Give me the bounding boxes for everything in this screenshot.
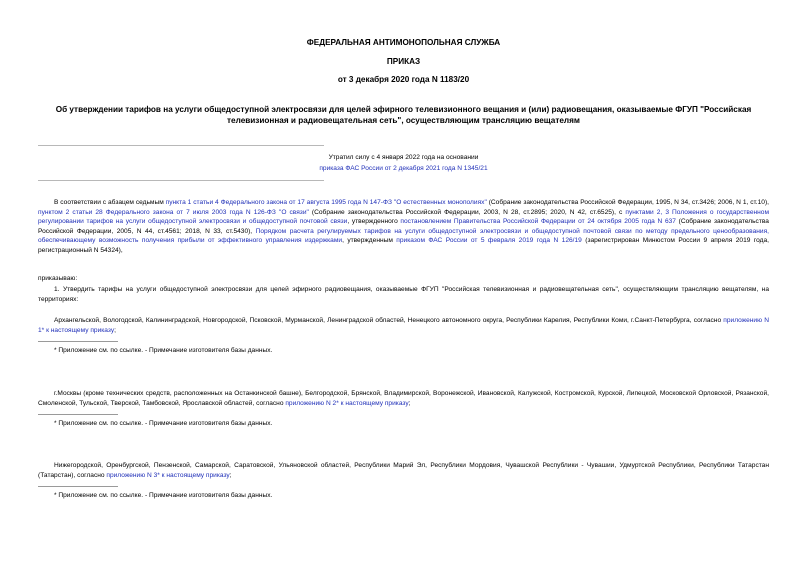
region-1-paragraph bbox=[38, 316, 769, 335]
law-147-link[interactable]: пункта 1 статьи 4 Федерального закона от 17 августа 1995 года N 147-ФЗ "О естественных монополиях" bbox=[165, 199, 487, 206]
region-3-paragraph bbox=[38, 461, 769, 480]
region-2-paragraph bbox=[38, 389, 769, 408]
item-1-paragraph: 1. Утвердить тарифы на услуги общедоступной электросвязи для целей эфирного радиовещания, оказываемые ФГУП "Российская телевизионная и радиовещательная сеть", осуществляющим трансляцию вещателям, на территориях: bbox=[38, 286, 769, 303]
region-1-text: Архангельской, Вологодской, Калининградской, Новгородской, Псковской, Мурманской, Ленинградской областей, Ненецкого автономного округа, Республики Карелия, Республики Коми, г.Санкт-Петербурга, согласно bbox=[54, 317, 724, 324]
region-3-text: Нижегородской, Оренбургской, Пензенской, Самарской, Саратовской, Ульяновской областей, Республики Марий Эл, Республики Мордовия, Чувашской Республики - Чувашии, Удмуртской Республики, Республики Татарстан (Татарстан), согласно bbox=[38, 462, 769, 479]
footnote-1: * Приложение см. по ссылке. - Примечание изготовителя базы данных. bbox=[54, 347, 273, 354]
footnote-3: * Приложение см. по ссылке. - Примечание изготовителя базы данных. bbox=[54, 492, 273, 499]
regulation-link[interactable]: пунктами 2, 3 Положения о государственном регулировании тарифов на услуги общедоступной электросвязи и общедоступной почтовой связи bbox=[38, 208, 769, 226]
footnote-2: * Приложение см. по ссылке. - Примечание изготовителя базы данных. bbox=[54, 420, 273, 427]
preamble-text-3: (Собрание законодательства Российской Федерации, 2003, N 28, ст.2895; 2020, N 42, ст.6525), с bbox=[308, 208, 626, 216]
preamble-text-2: (Собрание законодательства Российской Федерации, 1995, N 34, ст.3426; 2006, N 1, ст.10), bbox=[486, 199, 770, 206]
appendix-3-link[interactable]: приложению N 3* к настоящему приказу bbox=[106, 471, 230, 479]
region-1-end: ; bbox=[114, 326, 116, 334]
preamble-text-1: В соответствии с абзацем седьмым bbox=[54, 199, 166, 206]
document-date: от 3 декабря 2020 года N 1183/20 bbox=[337, 75, 470, 84]
law-126-link[interactable]: пунктом 2 статьи 28 Федерального закона от 7 июля 2003 года N 126-ФЗ "О связи" bbox=[38, 208, 309, 216]
region-2-end: ; bbox=[408, 399, 411, 407]
repeal-note bbox=[150, 152, 657, 174]
tariff-procedure-link[interactable]: Порядком расчета регулируемых тарифов на услуги общедоступной электросвязи и общедоступной почтовой связи по методу предельного ценообразования, обеспечивающему возможность получения прибыли от эффективного управления издержками bbox=[38, 227, 769, 245]
document-title: Об утверждении тарифов на услуги общедоступной электросвязи для целей эфирного телевизионного вещания и (или) радиовещания, оказываемые ФГУП "Российская телевизионная и радиовещательная сеть", осуществляющим трансляцию вещателям bbox=[55, 105, 752, 125]
region-2-text: г.Москвы (кроме технических средств, расположенных на Останкинской башне), Белгородской, Брянской, Владимирской, Воронежской, Ивановской, Калужской, Костромской, Курской, Липецкой, Московской Орловской, Рязанской, Смоленской, Тульской, Тверской, Тамбовской, Ярославской областей, согласно bbox=[38, 390, 769, 407]
footnote-divider-2 bbox=[38, 414, 118, 415]
preamble-text-4: , утвержденного bbox=[347, 218, 401, 226]
footnote-divider-1 bbox=[38, 341, 118, 342]
government-decree-link[interactable]: постановлением Правительства Российской Федерации от 24 октября 2005 года N 637 bbox=[400, 218, 676, 226]
footnote-divider-3 bbox=[38, 486, 118, 487]
appendix-1-link[interactable]: приложению N 1* к настоящему приказу bbox=[38, 317, 769, 334]
divider-top bbox=[38, 145, 324, 146]
fas-order-link[interactable]: приказом ФАС России от 5 февраля 2019 года N 126/19 bbox=[396, 237, 582, 245]
preamble-text-6: , утвержденным bbox=[342, 237, 397, 245]
region-3-end: ; bbox=[229, 471, 232, 479]
preamble-text-7: (зарегистрирован Минюстом России 9 апреля 2019 года, регистрационный N 54324), bbox=[38, 237, 769, 254]
order-word: приказываю: bbox=[38, 275, 78, 282]
document-type: ПРИКАЗ bbox=[386, 57, 421, 66]
agency-name: ФЕДЕРАЛЬНАЯ АНТИМОНОПОЛЬНАЯ СЛУЖБА bbox=[306, 38, 501, 47]
appendix-2-link[interactable]: приложению N 2* к настоящему приказу bbox=[285, 399, 409, 407]
repeal-note-text: Утратил силу с 4 января 2022 года на основании bbox=[328, 154, 479, 161]
preamble-text-5: (Собрание законодательства Российской Федерации, 2005, N 44, ст.4561; 2018, N 33, ст.5430), bbox=[38, 218, 769, 235]
preamble-paragraph bbox=[38, 198, 769, 256]
divider-bottom bbox=[38, 180, 324, 181]
repeal-order-link[interactable]: приказа ФАС России от 2 декабря 2021 года N 1345/21 bbox=[319, 165, 488, 172]
